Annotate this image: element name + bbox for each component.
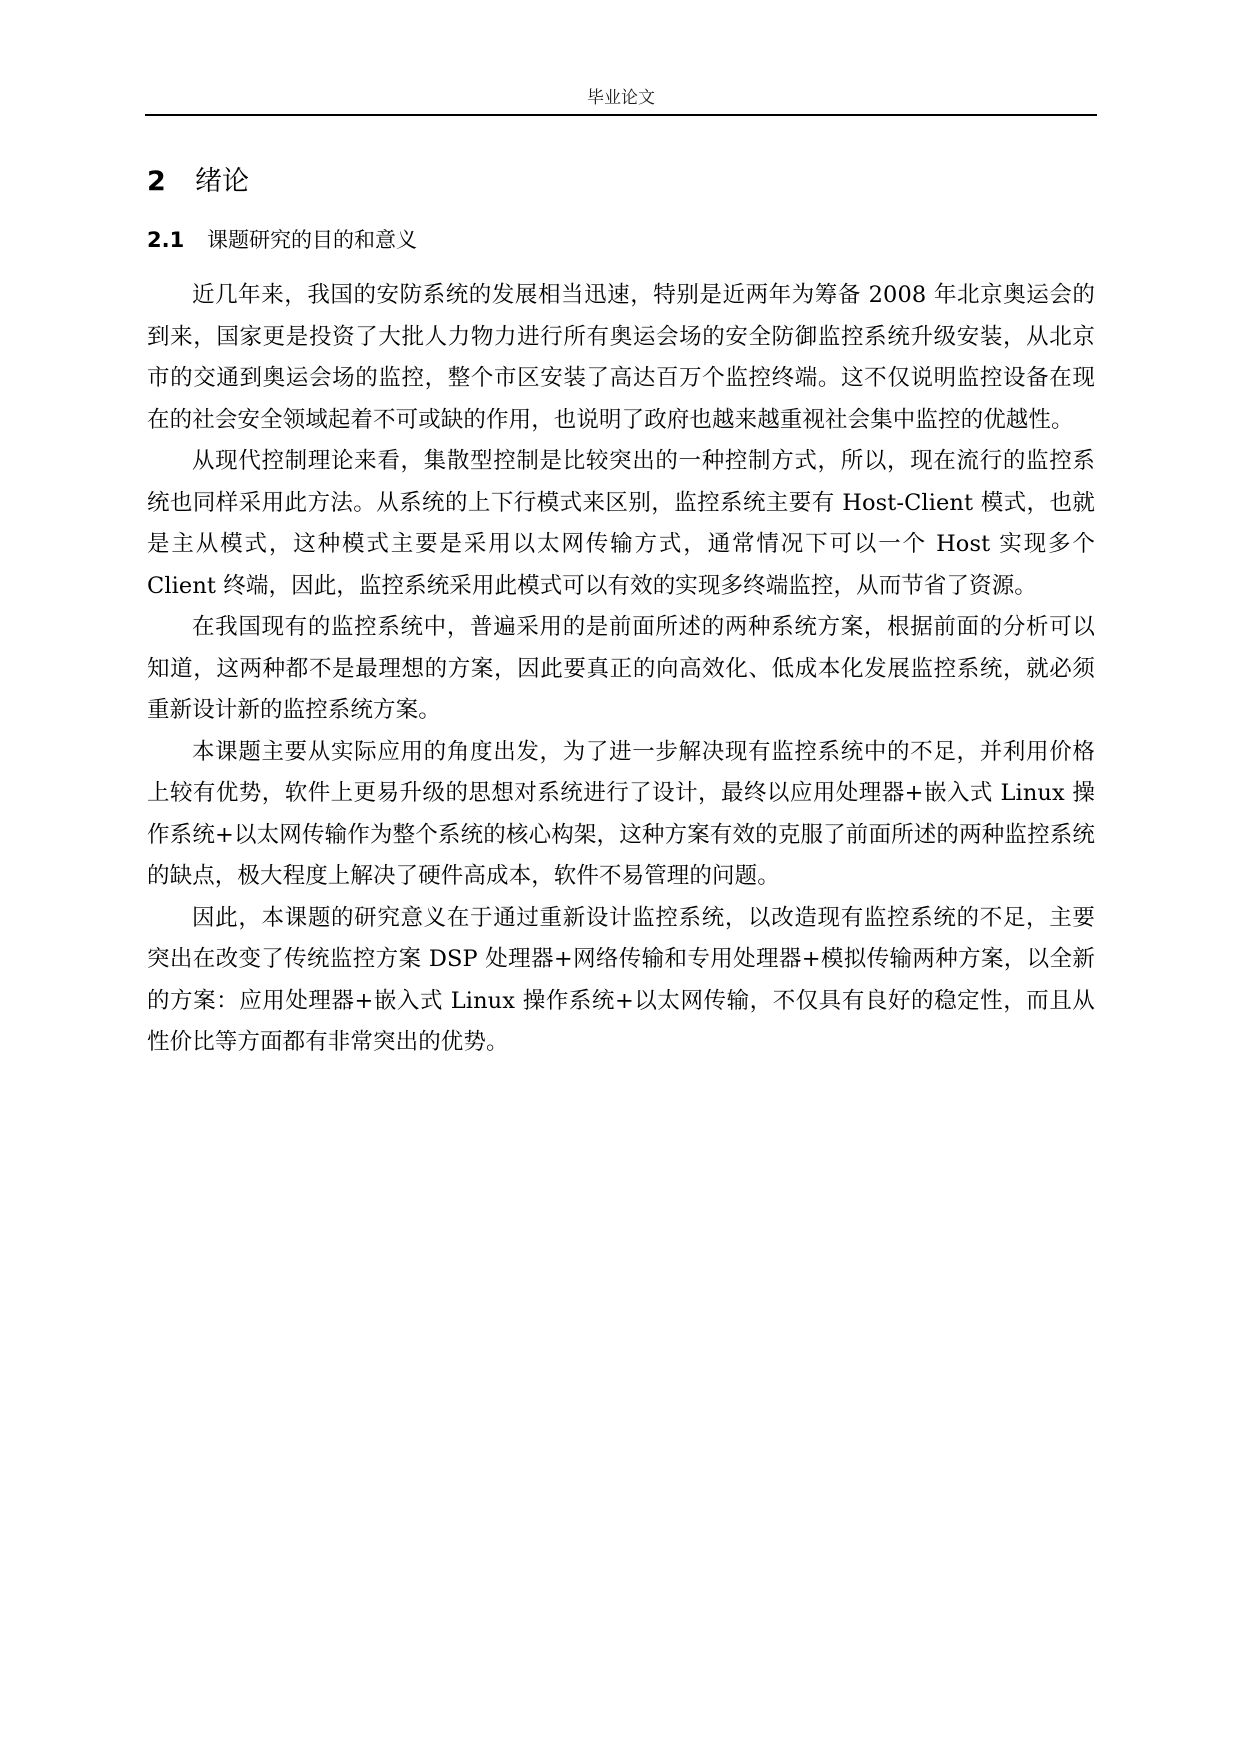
header-title: 毕业论文 — [587, 88, 655, 108]
paragraph: 从现代控制理论来看，集散型控制是比较突出的一种控制方式，所以，现在流行的监控系统也同样采用此方法。从系统的上下行模式来区别，监控系统主要有 Host-Client 模式，也就是主从模式，这种模式主要是采用以太网传输方式，通常情况下可以一个 Host 实现多个 Client 终端，因此，监控系统采用此模式可以有效的实现多终端监控，从而节省了资源。 — [147, 448, 1095, 599]
paragraph: 在我国现有的监控系统中，普遍采用的是前面所述的两种系统方案，根据前面的分析可以知道，这两种都不是最理想的方案，因此要真正的向高效化、低成本化发展监控系统，就必须重新设计新的监控系统方案。 — [147, 614, 1095, 723]
chapter-heading — [147, 162, 249, 202]
paragraph: 本课题主要从实际应用的角度出发，为了进一步解决现有监控系统中的不足，并利用价格上较有优势，软件上更易升级的思想对系统进行了设计，最终以应用处理器+嵌入式 Linux 操作系统+以太网传输作为整个系统的核心构架，这种方案有效的克服了前面所述的两种监控系统的缺点，极大程度上解决了硬件高成本，软件不易管理的问题。 — [147, 738, 1095, 889]
paragraph: 近几年来，我国的安防系统的发展相当迅速，特别是近两年为筹备 2008 年北京奥运会的到来，国家更是投资了大批人力物力进行所有奥运会场的安全防御监控系统升级安装，从北京市的交通到奥运会场的监控，整个市区安装了高达百万个监控终端。这不仅说明监控设备在现在的社会安全领域起着不可或缺的作用，也说明了政府也越来越重视社会集中监控的优越性。 — [147, 282, 1095, 433]
paragraph: 因此，本课题的研究意义在于通过重新设计监控系统，以改造现有监控系统的不足，主要突出在改变了传统监控方案 DSP 处理器+网络传输和专用处理器+模拟传输两种方案，以全新的方案：应用处理器+嵌入式 Linux 操作系统+以太网传输，不仅具有良好的稳定性，而且从性价比等方面都有非常突出的优势。 — [147, 904, 1095, 1055]
chapter-number: 2 — [147, 166, 166, 197]
section-heading — [147, 224, 417, 256]
header-divider — [145, 114, 1097, 116]
chapter-title: 绪论 — [195, 166, 249, 197]
body-text — [147, 275, 1095, 1064]
section-number: 2.1 — [147, 228, 185, 252]
section-title: 课题研究的目的和意义 — [207, 228, 417, 252]
page-header — [145, 84, 1097, 112]
